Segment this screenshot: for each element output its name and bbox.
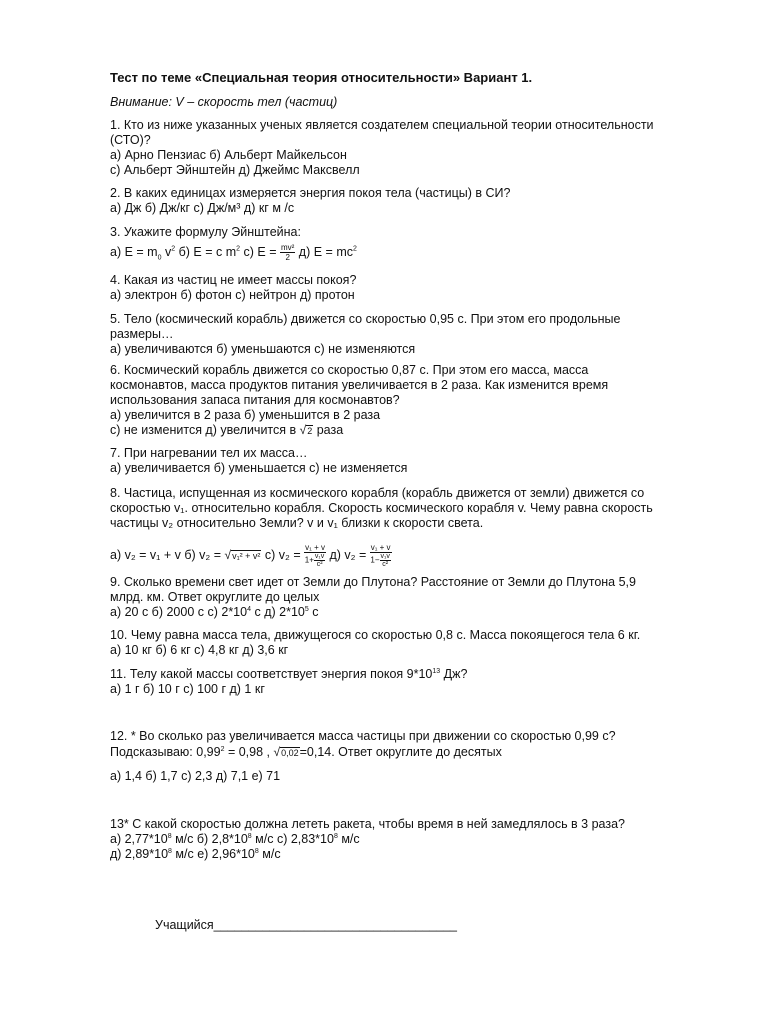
q10-options: а) 10 кг б) 6 кг с) 4,8 кг д) 3,6 кг [110, 643, 289, 657]
q9-text: 9. Сколько времени свет идет от Земли до Плутона? Расстояние от Земли до Плутона 5,9 [110, 575, 636, 589]
q2-options: а) Дж б) Дж/кг с) Дж/м³ д) кг м /с [110, 201, 295, 215]
q6-options-ab: а) увеличится в 2 раза б) уменьшится в 2 раза [110, 408, 381, 422]
q8-options: а) v₂ = v₁ + v б) v₂ = √v₁² + v² с) v₂ = v₁ + v 1+ $\frac{\text{v₁v}}{\text{c²}}$ д) v₂ = v₁ + v 1− $\frac{\text{v₁v}}{\text{c²}}$ [110, 543, 391, 568]
q6-options-cd: с) не изменится д) увеличится в √2 раза [110, 423, 344, 438]
q2-text: 2. В каких единицах измеряется энергия покоя тела (частицы) в СИ? [110, 186, 511, 200]
q12-hint: Подсказываю: $0,99^2 = 0,98$ , √0,02=0,14. Ответ округлите до десятых [110, 745, 502, 760]
student-signature-line: Учащийся___________________________________ [155, 918, 457, 932]
q13-options-de: д) $2,89*10^8$ м/с е) $2,96*10^8$ м/с [110, 847, 281, 861]
q7-text: 7. При нагревании тел их масса… [110, 446, 308, 460]
q9-text-cont: млрд. км. Ответ округлите до целых [110, 590, 320, 604]
q6-text-cont2: использования запаса питания для космонавтов? [110, 393, 400, 407]
q9-options: а) 20 с б) 2000 с с) $2*10^4$ с д) $2*10^5$ с [110, 605, 319, 619]
q12-root: 0,02 [281, 748, 299, 759]
attention-note: Внимание: V – скорость тел (частиц) [110, 95, 338, 109]
q11-options: а) 1 г б) 10 г с) 100 г д) 1 кг [110, 682, 265, 696]
sqrt-two: 2 [307, 426, 313, 437]
q8-fraction-c: v₁ + v 1+ $\frac{\text{v₁v}}{\text{c²}}$ [304, 543, 325, 568]
q10-text: 10. Чему равна масса тела, движущегося со скоростью 0,8 с. Масса покоящегося тела 6 кг. [110, 628, 641, 642]
q3-fraction: $\frac{\text{mv²}}{2}$ [281, 243, 295, 262]
q4-text: 4. Какая из частиц не имеет массы покоя? [110, 273, 357, 287]
q8-root: v₁² + v² [232, 551, 261, 561]
q5-options: а) увеличиваются б) уменьшаются с) не изменяются [110, 342, 416, 356]
q1-text-cont: (СТО)? [110, 133, 151, 147]
q3-text: 3. Укажите формулу Эйнштейна: [110, 225, 301, 239]
q6-text-cont: космонавтов, масса продуктов питания увеличивается в 2 раза. Как изменится время [110, 378, 609, 392]
q3-options: а) $Е = m_0$ $v^2$ б) Е = с $m^2$ с) Е = $\frac{\text{mv²}}{2}$ д) $Е = mc^2$ [110, 243, 357, 262]
q1-options-cd: с) Альберт Эйнштейн д) Джеймс Максвелл [110, 163, 360, 177]
test-title: Тест по теме «Специальная теория относительности» Вариант 1. [110, 70, 533, 85]
q12-text: 12. * Во сколько раз увеличивается масса частицы при движении со скоростью 0,99 с? [110, 729, 616, 743]
q8-text: 8. Частица, испущенная из космического корабля (корабль движется от земли) движется со [110, 486, 645, 500]
q7-options: а) увеличивается б) уменьшается с) не изменяется [110, 461, 408, 475]
q1-options-ab: а) Арно Пензиас б) Альберт Майкельсон [110, 148, 347, 162]
q5-text: 5. Тело (космический корабль) движется со скоростью 0,95 с. При этом его продольные [110, 312, 621, 326]
q13-text: 13* С какой скоростью должна лететь ракета, чтобы время в ней замедлялось в 3 раза? [110, 817, 625, 831]
q13-options-abc: а) $2,77*10^8$ м/с б) $2,8*10^8$ м/с с) $2,83*10^8$ м/с [110, 832, 360, 846]
q1-text: 1. Кто из ниже указанных ученых является создателем специальной теории относительности [110, 118, 654, 132]
q11-text: 11. Телу какой массы соответствует энергия покоя $9*10^{13}$ Дж? [110, 667, 468, 681]
q8-text-cont: скоростью v₁. относительно корабля. Скорость космического корабля v. Чему равна скорость [110, 501, 653, 515]
q8-text-cont2: частицы v₂ относительно Земли? v и v₁ близки к скорости света. [110, 516, 484, 530]
q4-options: а) электрон б) фотон с) нейтрон д) протон [110, 288, 355, 302]
q8-fraction-d: v₁ + v 1− $\frac{\text{v₁v}}{\text{c²}}$ [370, 543, 391, 568]
q12-options: а) 1,4 б) 1,7 с) 2,3 д) 7,1 е) 71 [110, 769, 281, 783]
q5-text-cont: размеры… [110, 327, 174, 341]
q6-text: 6. Космический корабль движется со скоростью 0,87 с. При этом его масса, масса [110, 363, 589, 377]
